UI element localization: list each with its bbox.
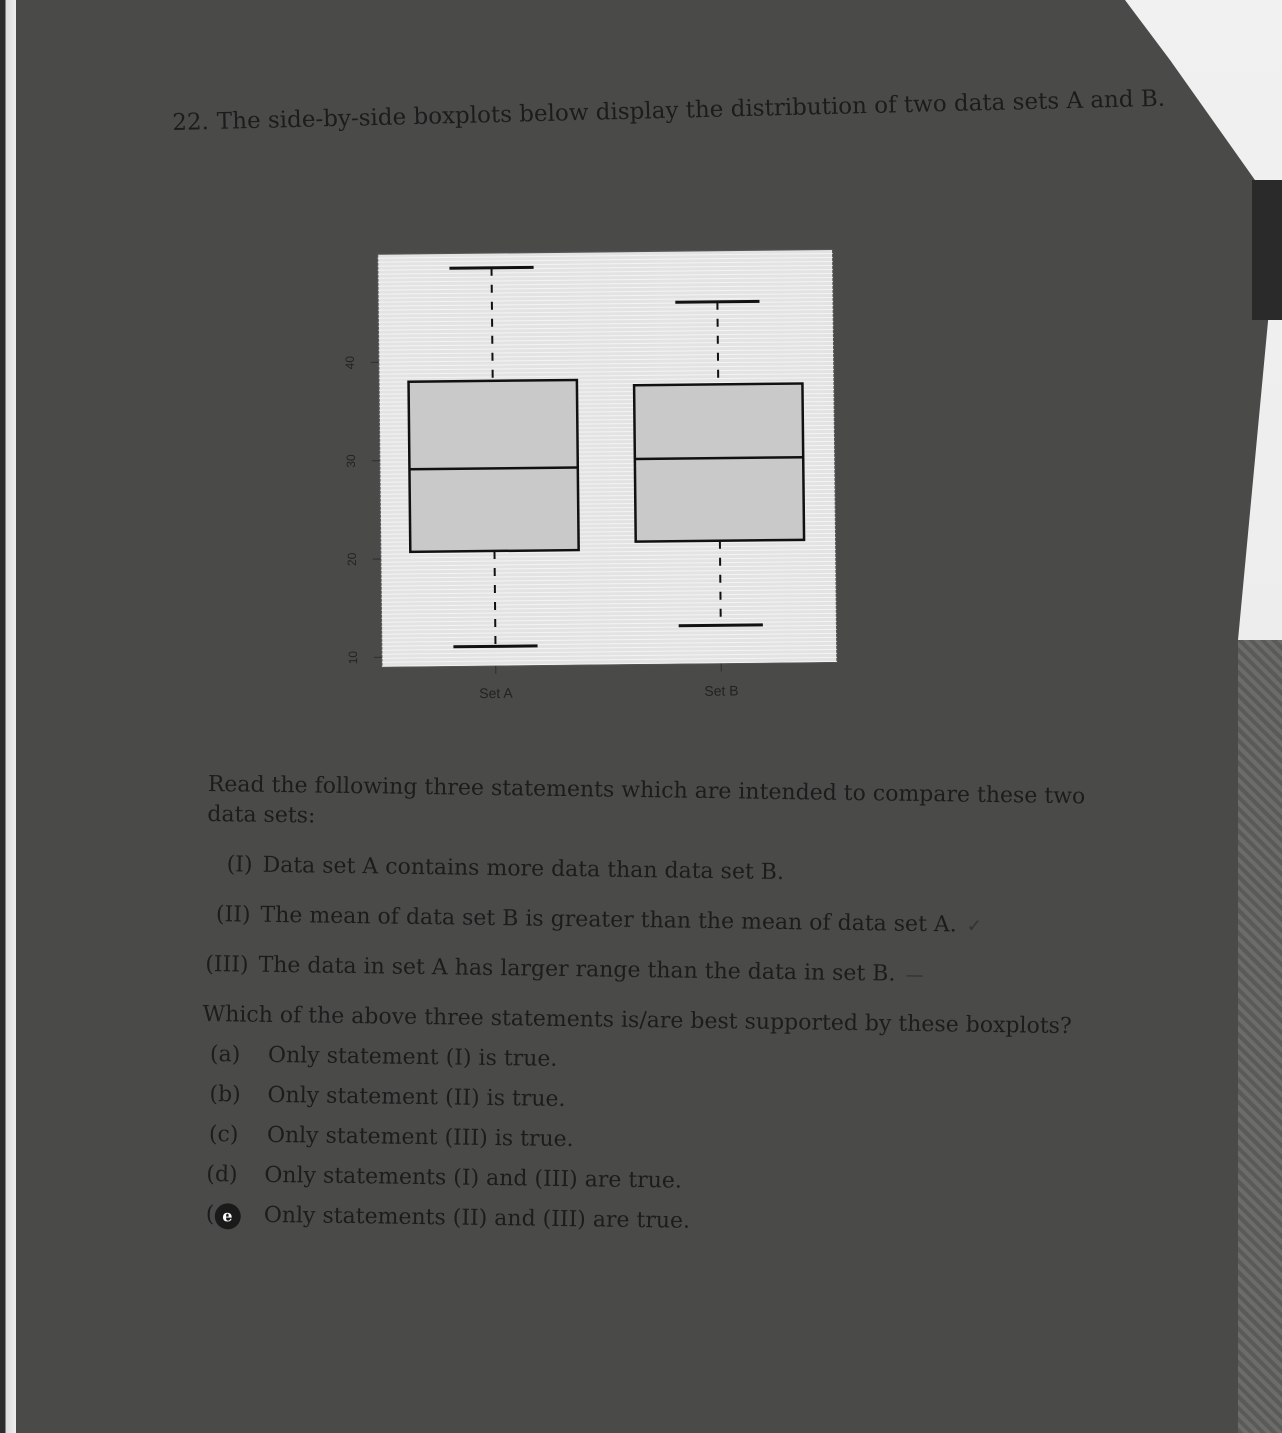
box-iqr xyxy=(409,380,579,552)
max-cap xyxy=(675,301,759,302)
box-iqr xyxy=(634,384,804,542)
check-mark: ✓ xyxy=(966,915,982,937)
statement-numeral: (III) xyxy=(205,951,249,978)
question-heading xyxy=(172,85,1166,136)
x-tick-label: Set B xyxy=(704,682,739,699)
min-cap xyxy=(453,646,537,647)
dash-mark: — xyxy=(905,964,924,987)
statement-numeral: (II) xyxy=(215,902,251,928)
option-label: (b) xyxy=(209,1082,241,1108)
paper-stack-edge xyxy=(0,0,16,1433)
statement-numeral: (I) xyxy=(226,852,253,878)
x-tick-label: Set A xyxy=(479,684,513,702)
background-fabric xyxy=(1238,640,1282,1433)
selected-option-mark: e xyxy=(214,1203,240,1229)
option-text: Only statements (II) and (III) are true. xyxy=(263,1202,691,1234)
question-number: 22. xyxy=(172,109,210,136)
intro-text: Read the following three statements which are intended to compare these two data sets: xyxy=(207,771,1086,829)
question-body xyxy=(201,770,1117,1253)
median-line xyxy=(409,467,577,469)
y-tick-label: 40 xyxy=(342,355,357,370)
max-cap xyxy=(449,267,533,268)
option-text: Only statement (II) is true. xyxy=(267,1082,566,1113)
option-text: Only statement (I) is true. xyxy=(267,1042,558,1072)
option-e[interactable]: ( e Only statements (II) and (III) are true. xyxy=(205,1202,691,1234)
statement-text: The data in set A has larger range than the data in set B. xyxy=(258,952,896,987)
y-tick-label: 20 xyxy=(344,552,360,567)
option-label: (c) xyxy=(208,1122,239,1148)
option-text: Only statement (III) is true. xyxy=(266,1122,574,1153)
option-text: Only statements (I) and (III) are true. xyxy=(264,1162,683,1194)
question-text: The side-by-side boxplots below display the distribution of two data sets A and B. xyxy=(216,85,1166,135)
statement-text: Data set A contains more data than data set B. xyxy=(262,852,785,886)
option-label: (d) xyxy=(206,1162,238,1188)
boxplot-chart xyxy=(328,237,853,722)
background-dark xyxy=(1252,180,1282,320)
median-line xyxy=(635,457,803,459)
statement-text: The mean of data set B is greater than the mean of data set A. xyxy=(260,902,957,938)
min-cap xyxy=(679,625,763,626)
option-label: (a) xyxy=(209,1042,241,1068)
ask-text: Which of the above three statements is/are best supported by these boxplots? xyxy=(202,1001,1072,1040)
y-tick-label: 10 xyxy=(345,650,361,665)
y-tick-label: 30 xyxy=(343,454,359,468)
